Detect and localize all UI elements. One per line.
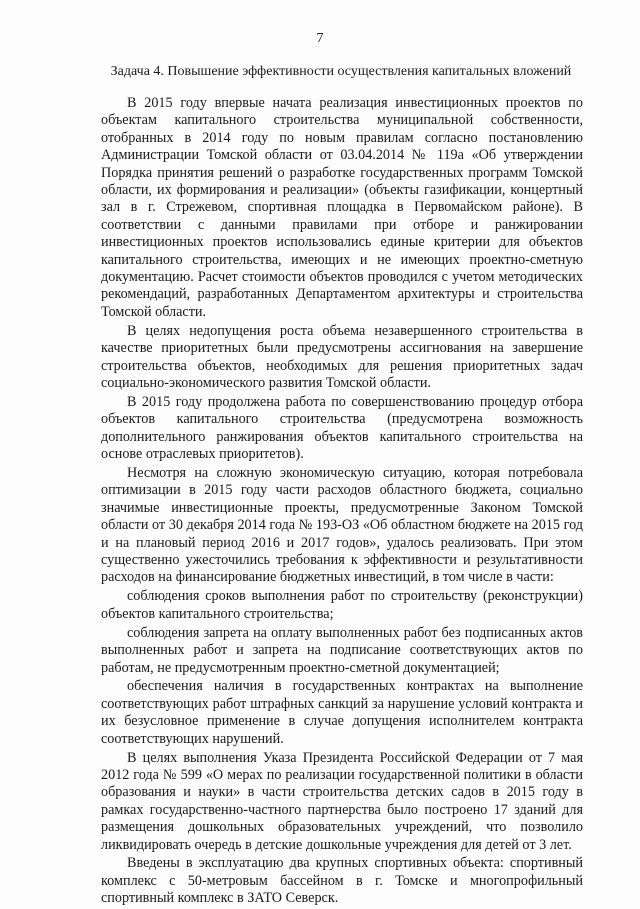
section-heading: Задача 4. Повышение эффективности осуществления капитальных вложений (110, 64, 572, 79)
page-number: 7 (316, 31, 324, 46)
paragraph: Несмотря на сложную экономическую ситуацию, которая потребовала оптимизации в 2015 году части расходов областного бюджета, социально значимые инвестиционные проекты, предусмотренные Законом Томской области от 30 декабря 2014 года № 193-ОЗ «Об областном бюджете на 2015 год и на плановый период 2016 и 2017 годов», удалось реализовать. При этом существенно ужесточились требования к эффективности и результативности расходов на финансирование бюджетных инвестиций, в том числе в части: (101, 465, 583, 586)
list-item: обеспечения наличия в государственных контрактах на выполнение соответствующих работ штрафных санкций за нарушение условий контракта и их безусловное применение в случае допущения исполнителем контракта соответствующих нарушений. (101, 678, 583, 747)
paragraph: В 2015 году впервые начата реализация инвестиционных проектов по объектам капитального строительства муниципальной собственности, отобранных в 2014 году по новым правилам согласно постановлению Администрации Томской области от 03.04.2014 № 119а «Об утверждении Порядка принятия решений о разработке государственных программ Томской области, их формирования и реализации» (объекты газификации, концертный зал в г. Стрежевом, спортивная площадка в Первомайском районе). В соответствии с данными правилами при отборе и ранжировании инвестиционных проектов использовались единые критерии для объектов капитального строительства, имеющих и не имеющих проектно-сметную документацию. Расчет стоимости объектов проводился с учетом методических рекомендаций, разработанных Департаментом архитектуры и строительства Томской области. (101, 95, 583, 320)
paragraph: В целях недопущения роста объема незавершенного строительства в качестве приоритетных были предусмотрены ассигнования на завершение строительства объектов, необходимых для решения приоритетных задач социально-экономического развития Томской области. (101, 322, 583, 391)
list-item: соблюдения сроков выполнения работ по строительству (реконструкции) объектов капитального строительства; (101, 588, 583, 622)
paragraph: В целях выполнения Указа Президента Российской Федерации от 7 мая 2012 года № 599 «О мерах по реализации государственной политики в области образования и науки» в части строительства детских садов в 2015 году в рамках государственно-частного партнерства было построено 17 зданий для размещения дошкольных образовательных учреждений, что позволило ликвидировать очередь в детские дошкольные учреждения для детей от 3 лет. (101, 749, 583, 853)
document-body (101, 95, 583, 909)
paragraph: Введены в эксплуатацию два крупных спортивных объекта: спортивный комплекс с 50-метровым бассейном в г. Томске и многопрофильный спортивный комплекс в ЗАТО Северск. (101, 855, 583, 907)
list-item: соблюдения запрета на оплату выполненных работ без подписанных актов выполненных работ и запрета на подписание соответствующих актов по работам, не предусмотренным проектно-сметной документацией; (101, 624, 583, 676)
paragraph: В 2015 году продолжена работа по совершенствованию процедур отбора объектов капитального строительства (предусмотрена возможность дополнительного ранжирования объектов капитального строительства на основе отраслевых приоритетов). (101, 393, 583, 463)
